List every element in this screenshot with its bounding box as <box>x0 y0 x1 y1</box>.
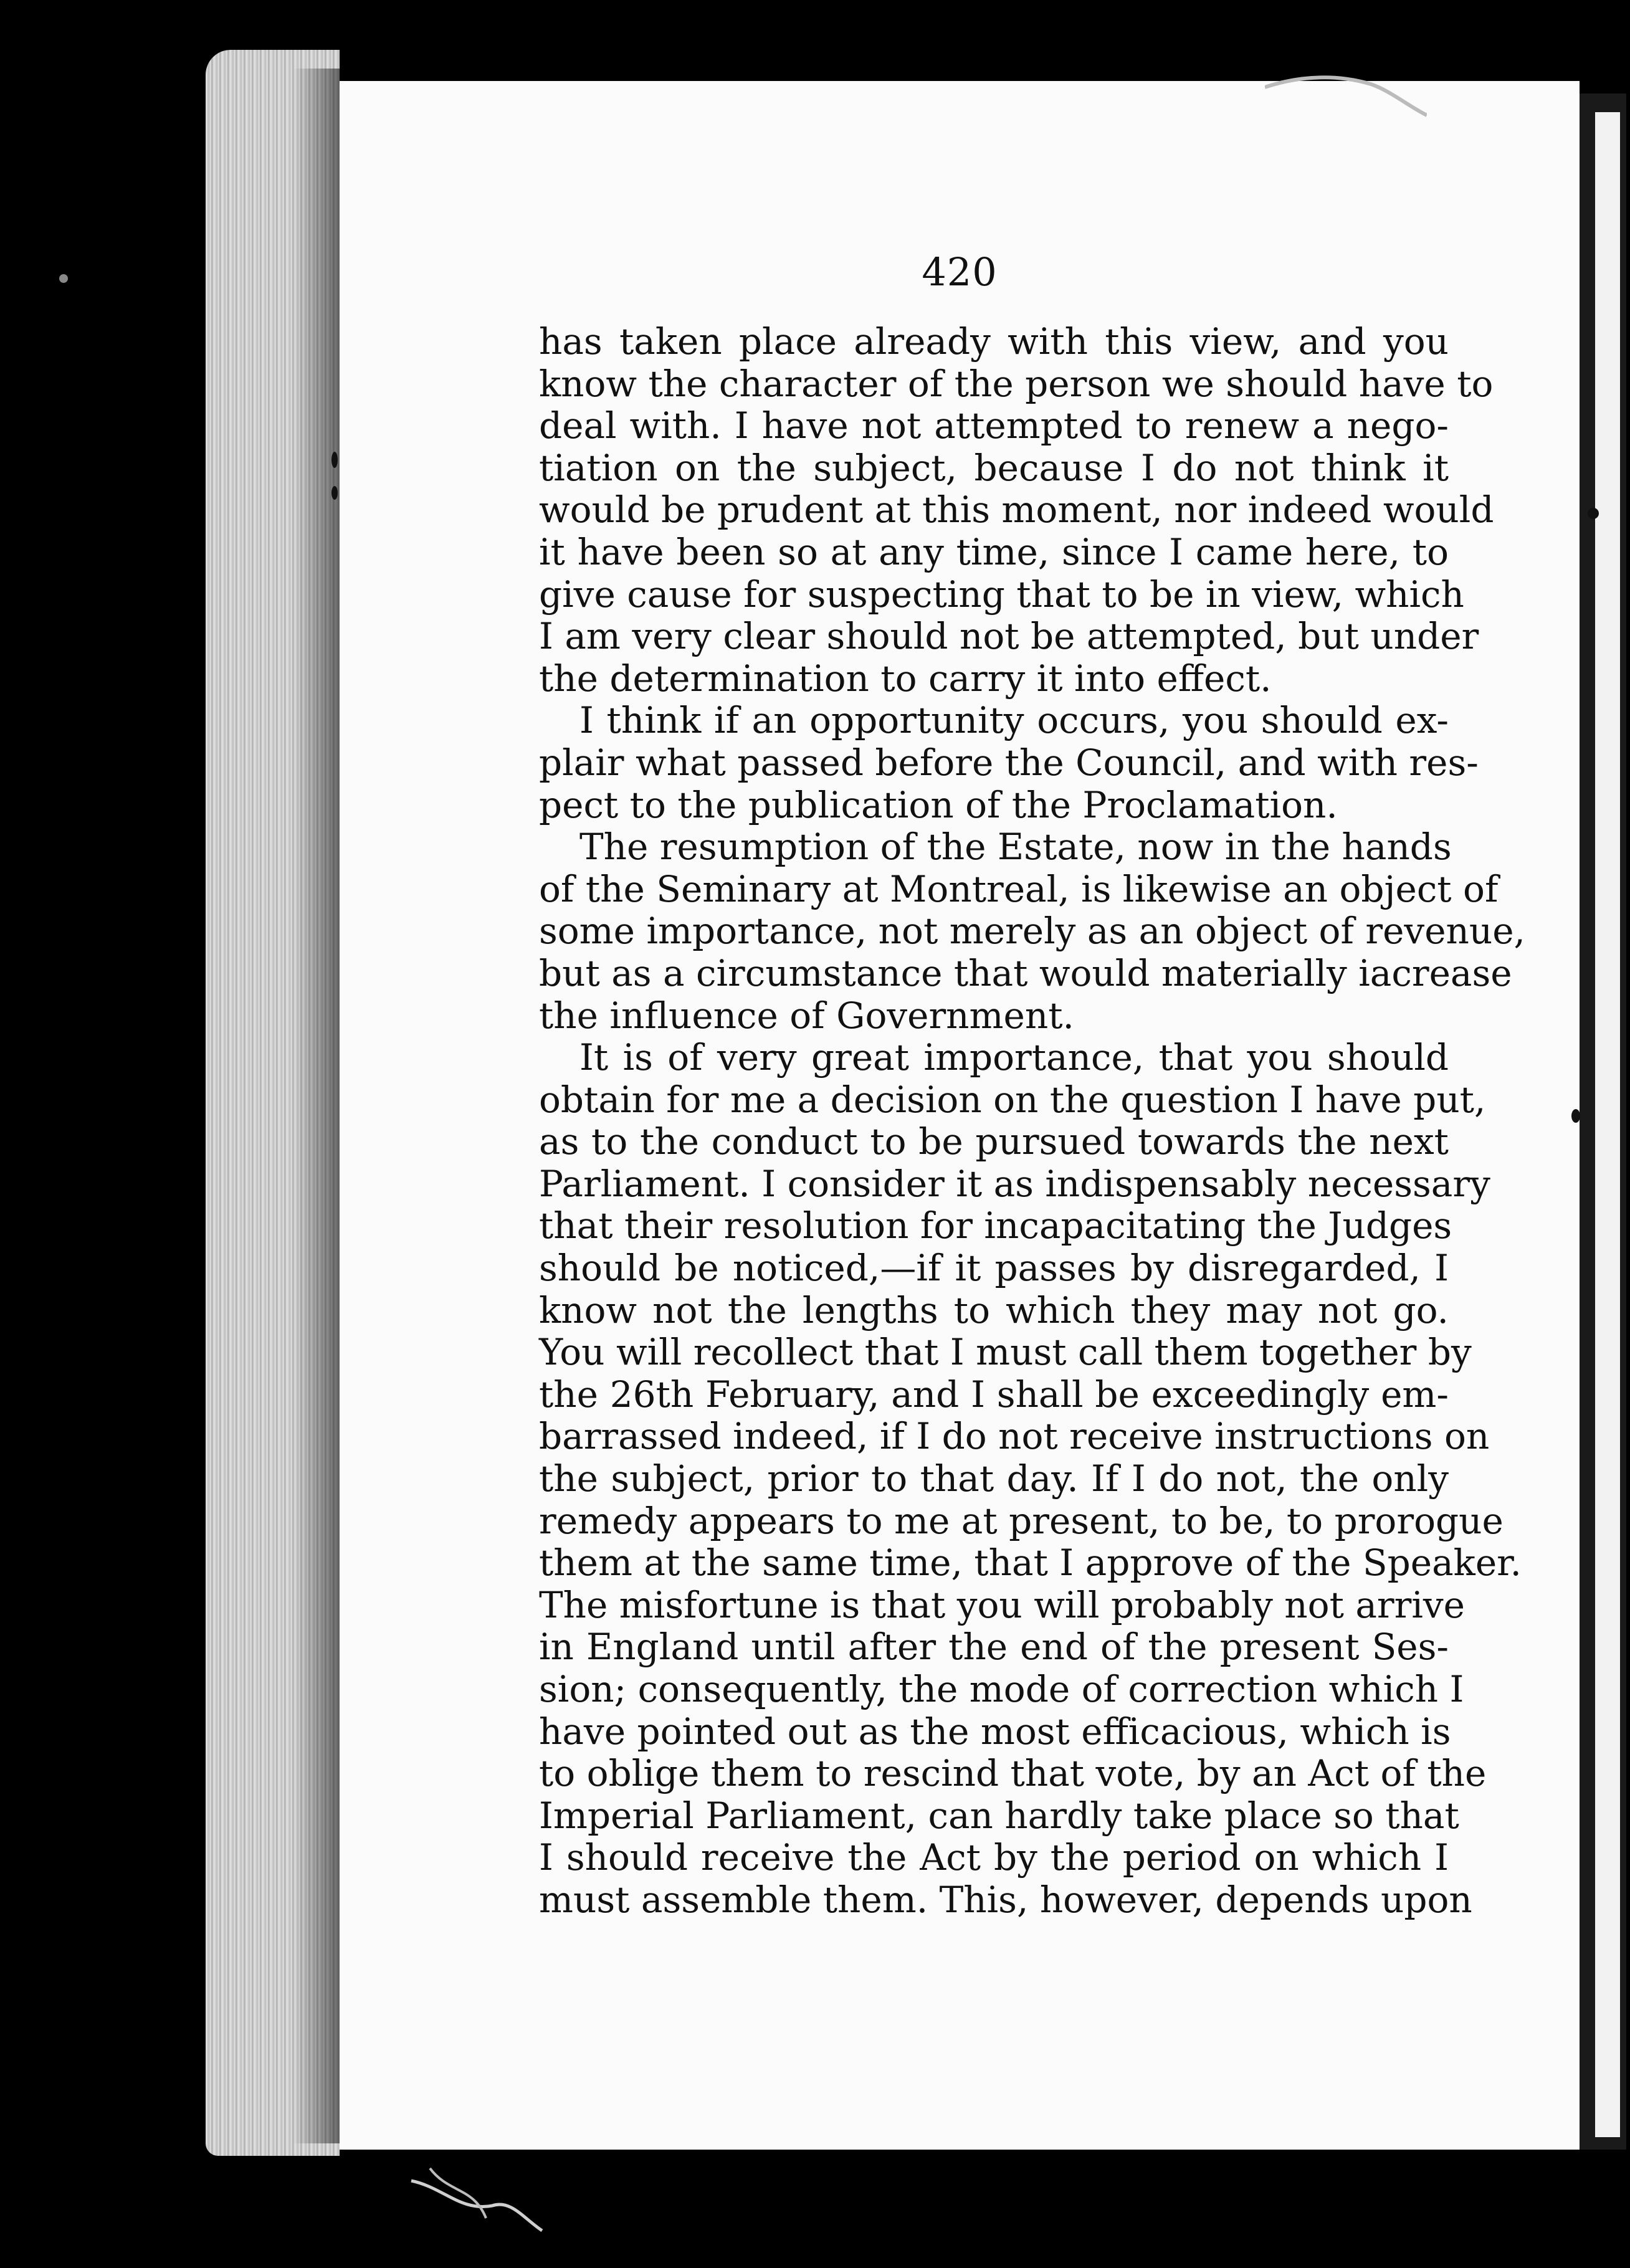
ink-fleck <box>59 274 68 283</box>
facing-page-edge <box>1595 112 1620 2137</box>
text-line: know the character of the person we should have to <box>539 362 1494 405</box>
stray-thread-mark <box>405 2162 548 2237</box>
text-line: would be prudent at this moment, nor indeed would <box>539 488 1494 531</box>
text-line: has taken place already with this view, and you <box>539 320 1449 363</box>
text-line: I should receive the Act by the period on which I <box>539 1836 1449 1879</box>
ink-fleck <box>1588 508 1599 519</box>
text-line: the 26th February, and I shall be exceedingly em- <box>539 1373 1449 1416</box>
text-line: them at the same time, that I approve of the Speaker. <box>539 1541 1522 1584</box>
text-line: the influence of Government. <box>539 994 1074 1037</box>
text-line: of the Seminary at Montreal, is likewise an object of <box>539 867 1499 910</box>
ink-fleck <box>1571 1109 1580 1123</box>
text-line: give cause for suspecting that to be in view, which <box>539 573 1464 616</box>
page-corner-mark <box>1265 62 1427 118</box>
text-line: You will recollect that I must call them together by <box>539 1331 1472 1374</box>
text-line: know not the lengths to which they may not go. <box>539 1289 1449 1332</box>
text-line: barrassed indeed, if I do not receive instructions on <box>539 1415 1490 1458</box>
ink-fleck <box>331 486 338 500</box>
text-line: must assemble them. This, however, depends upon <box>539 1878 1472 1921</box>
text-line: have pointed out as the most efficacious, which is <box>539 1710 1451 1753</box>
text-line: but as a circumstance that would materially iacrease <box>539 951 1512 994</box>
text-line: The resumption of the Estate, now in the hands <box>579 826 1452 869</box>
text-line: It is of very great importance, that you should <box>579 1036 1449 1079</box>
text-line: deal with. I have not attempted to renew a nego- <box>539 404 1449 447</box>
text-line: I am very clear should not be attempted, but under <box>539 615 1479 658</box>
text-line: sion; consequently, the mode of correction which I <box>539 1668 1464 1710</box>
page-number: 420 <box>922 249 998 295</box>
text-line: plair what passed before the Council, and with res- <box>539 741 1479 784</box>
text-line: should be noticed,—if it passes by disregarded, I <box>539 1247 1449 1290</box>
ink-fleck <box>331 452 338 468</box>
text-line: that their resolution for incapacitating the Judges <box>539 1204 1452 1247</box>
body-text <box>539 320 1525 1922</box>
text-line: as to the conduct to be pursued towards the next <box>539 1120 1449 1163</box>
text-line: the determination to carry it into effect. <box>539 657 1272 700</box>
text-line: to oblige them to rescind that vote, by an Act of the <box>539 1752 1487 1795</box>
text-line: remedy appears to me at present, to be, to prorogue <box>539 1499 1504 1542</box>
text-line: The misfortune is that you will probably not arrive <box>539 1583 1465 1626</box>
text-line: tiation on the subject, because I do not think it <box>539 446 1449 489</box>
text-line: pect to the publication of the Proclamation. <box>539 783 1338 826</box>
book-page <box>340 81 1580 2150</box>
text-line: the subject, prior to that day. If I do not, the only <box>539 1457 1449 1500</box>
text-line: some importance, not merely as an object of revenue, <box>539 910 1525 953</box>
text-line: Imperial Parliament, can hardly take place so that <box>539 1794 1459 1837</box>
text-line: Parliament. I consider it as indispensably necessary <box>539 1162 1490 1205</box>
text-line: I think if an opportunity occurs, you should ex- <box>579 699 1449 742</box>
text-line: it have been so at any time, since I came here, to <box>539 530 1449 573</box>
text-line: obtain for me a decision on the question I have put, <box>539 1078 1486 1121</box>
page-edge-shadow <box>293 69 343 2143</box>
text-line: in England until after the end of the present Ses- <box>539 1626 1449 1669</box>
